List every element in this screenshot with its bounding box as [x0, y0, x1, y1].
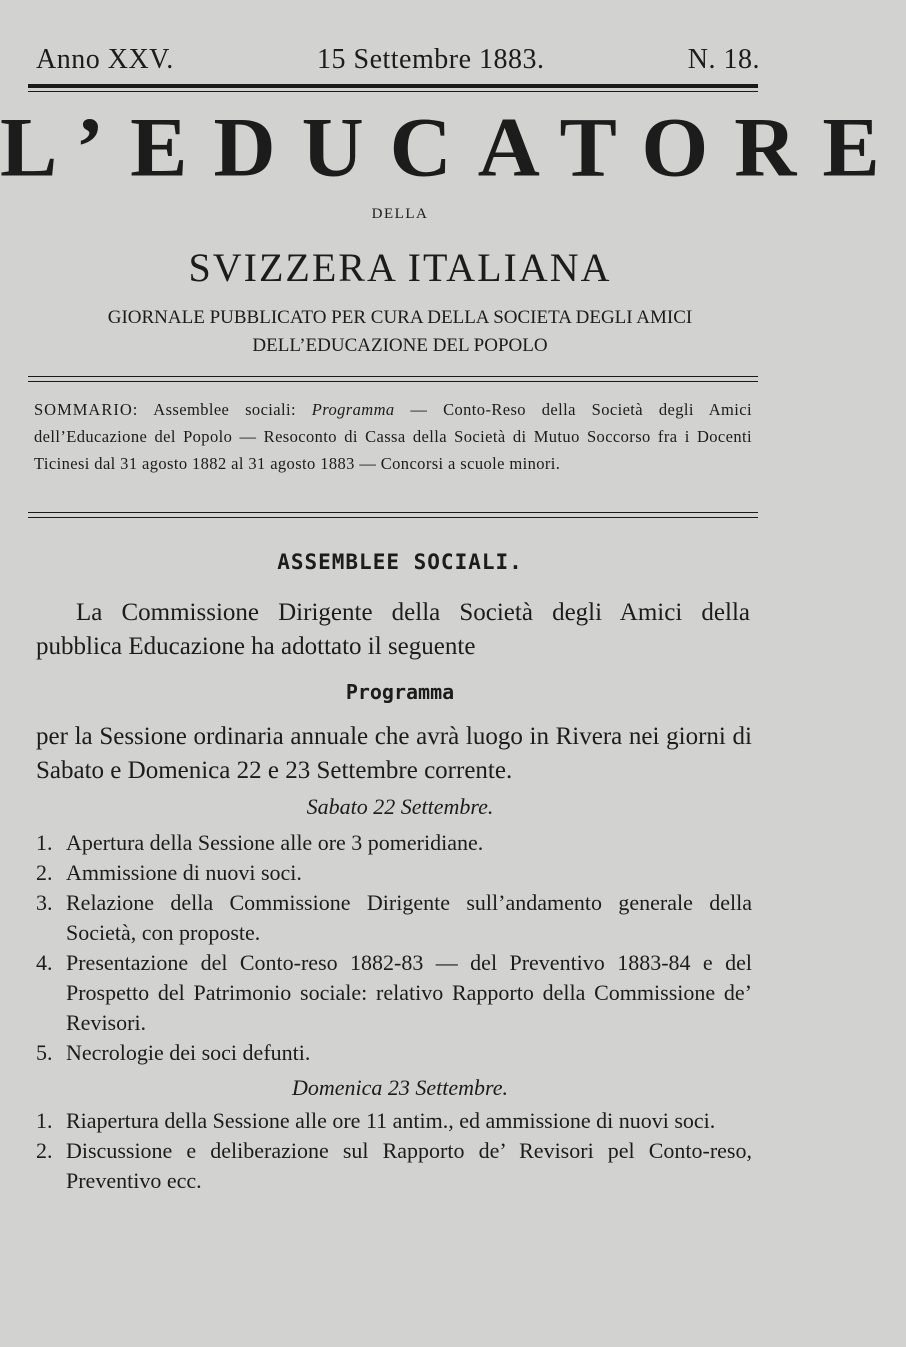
- programma-title: Programma: [345, 680, 455, 704]
- sommario-label: SOMMARIO:: [34, 400, 139, 419]
- list-item: 4. Presentazione del Conto-reso 1882-83 — del Preventivo 1883-84 e del Prospetto del Patrimonio sociale: relativo Rapporto della Commissione de’ Revisori.: [36, 950, 752, 1035]
- list-item: 2. Ammissione di nuovi soci.: [36, 860, 302, 885]
- masthead-description-line1: GIORNALE PUBBLICATO PER CURA DELLA SOCIETA DEGLI AMICI: [107, 307, 693, 328]
- domenica-list: [36, 1106, 752, 1196]
- header-rule-thick: [28, 84, 758, 88]
- issue-date: 15 Settembre 1883.: [317, 44, 545, 75]
- issue-number: N. 18.: [687, 44, 760, 75]
- list-item: 5. Necrologie dei soci defunti.: [36, 1040, 311, 1065]
- sommario-rest: — Conto-Reso della Società degli Amici dell’Educazione del Popolo — Resoconto di Cassa della Società di Mutuo Soccorso fra i Docenti Ticinesi dal 31 agosto 1882 al 31 agosto 1883 — Concorsi a scuole minori.: [34, 400, 752, 473]
- masthead-subtitle: SVIZZERA ITALIANA: [188, 245, 612, 290]
- sommario: [34, 396, 752, 477]
- sabato-title: Sabato 22 Settembre.: [306, 794, 494, 819]
- masthead-description: [0, 304, 800, 360]
- header-rule-thin: [28, 91, 758, 92]
- list-item: 1. Apertura della Sessione alle ore 3 pomeridiane.: [36, 830, 484, 855]
- issue-header: [36, 44, 760, 76]
- sommario-italic: Programma: [311, 400, 395, 419]
- list-item: 2. Discussione e deliberazione sul Rapporto de’ Revisori pel Conto-reso, Preventivo ecc.: [36, 1138, 752, 1193]
- list-item: 3. Relazione della Commissione Dirigente sull’andamento generale della Società, con proposte.: [36, 890, 752, 945]
- sabato-list: [36, 828, 752, 1068]
- list-item: 1. Riapertura della Sessione alle ore 11 antim., ed ammissione di nuovi soci.: [36, 1108, 716, 1133]
- sommario-rule-bottom-1: [28, 512, 758, 513]
- masthead-description-line2: DELL’EDUCAZIONE DEL POPOLO: [252, 335, 548, 356]
- session-paragraph: per la Sessione ordinaria annuale che avrà luogo in Rivera nei giorni di Sabato e Domenica 22 e 23 Settembre corrente.: [36, 723, 752, 784]
- sommario-rule-bottom-2: [28, 517, 758, 518]
- section-title: ASSEMBLEE SOCIALI.: [277, 550, 523, 574]
- masthead-title: L’EDUCATORE: [0, 99, 906, 195]
- sommario-rule-top-2: [28, 381, 758, 382]
- masthead-della: DELLA: [371, 206, 429, 222]
- domenica-title: Domenica 23 Settembre.: [291, 1075, 509, 1100]
- sommario-rule-top-1: [28, 376, 758, 377]
- intro-paragraph: La Commissione Dirigente della Società degli Amici della pubblica Educazione ha adottato il seguente: [36, 599, 750, 660]
- issue-year: Anno XXV.: [36, 44, 174, 75]
- sommario-part1: Assemblee sociali:: [153, 400, 296, 419]
